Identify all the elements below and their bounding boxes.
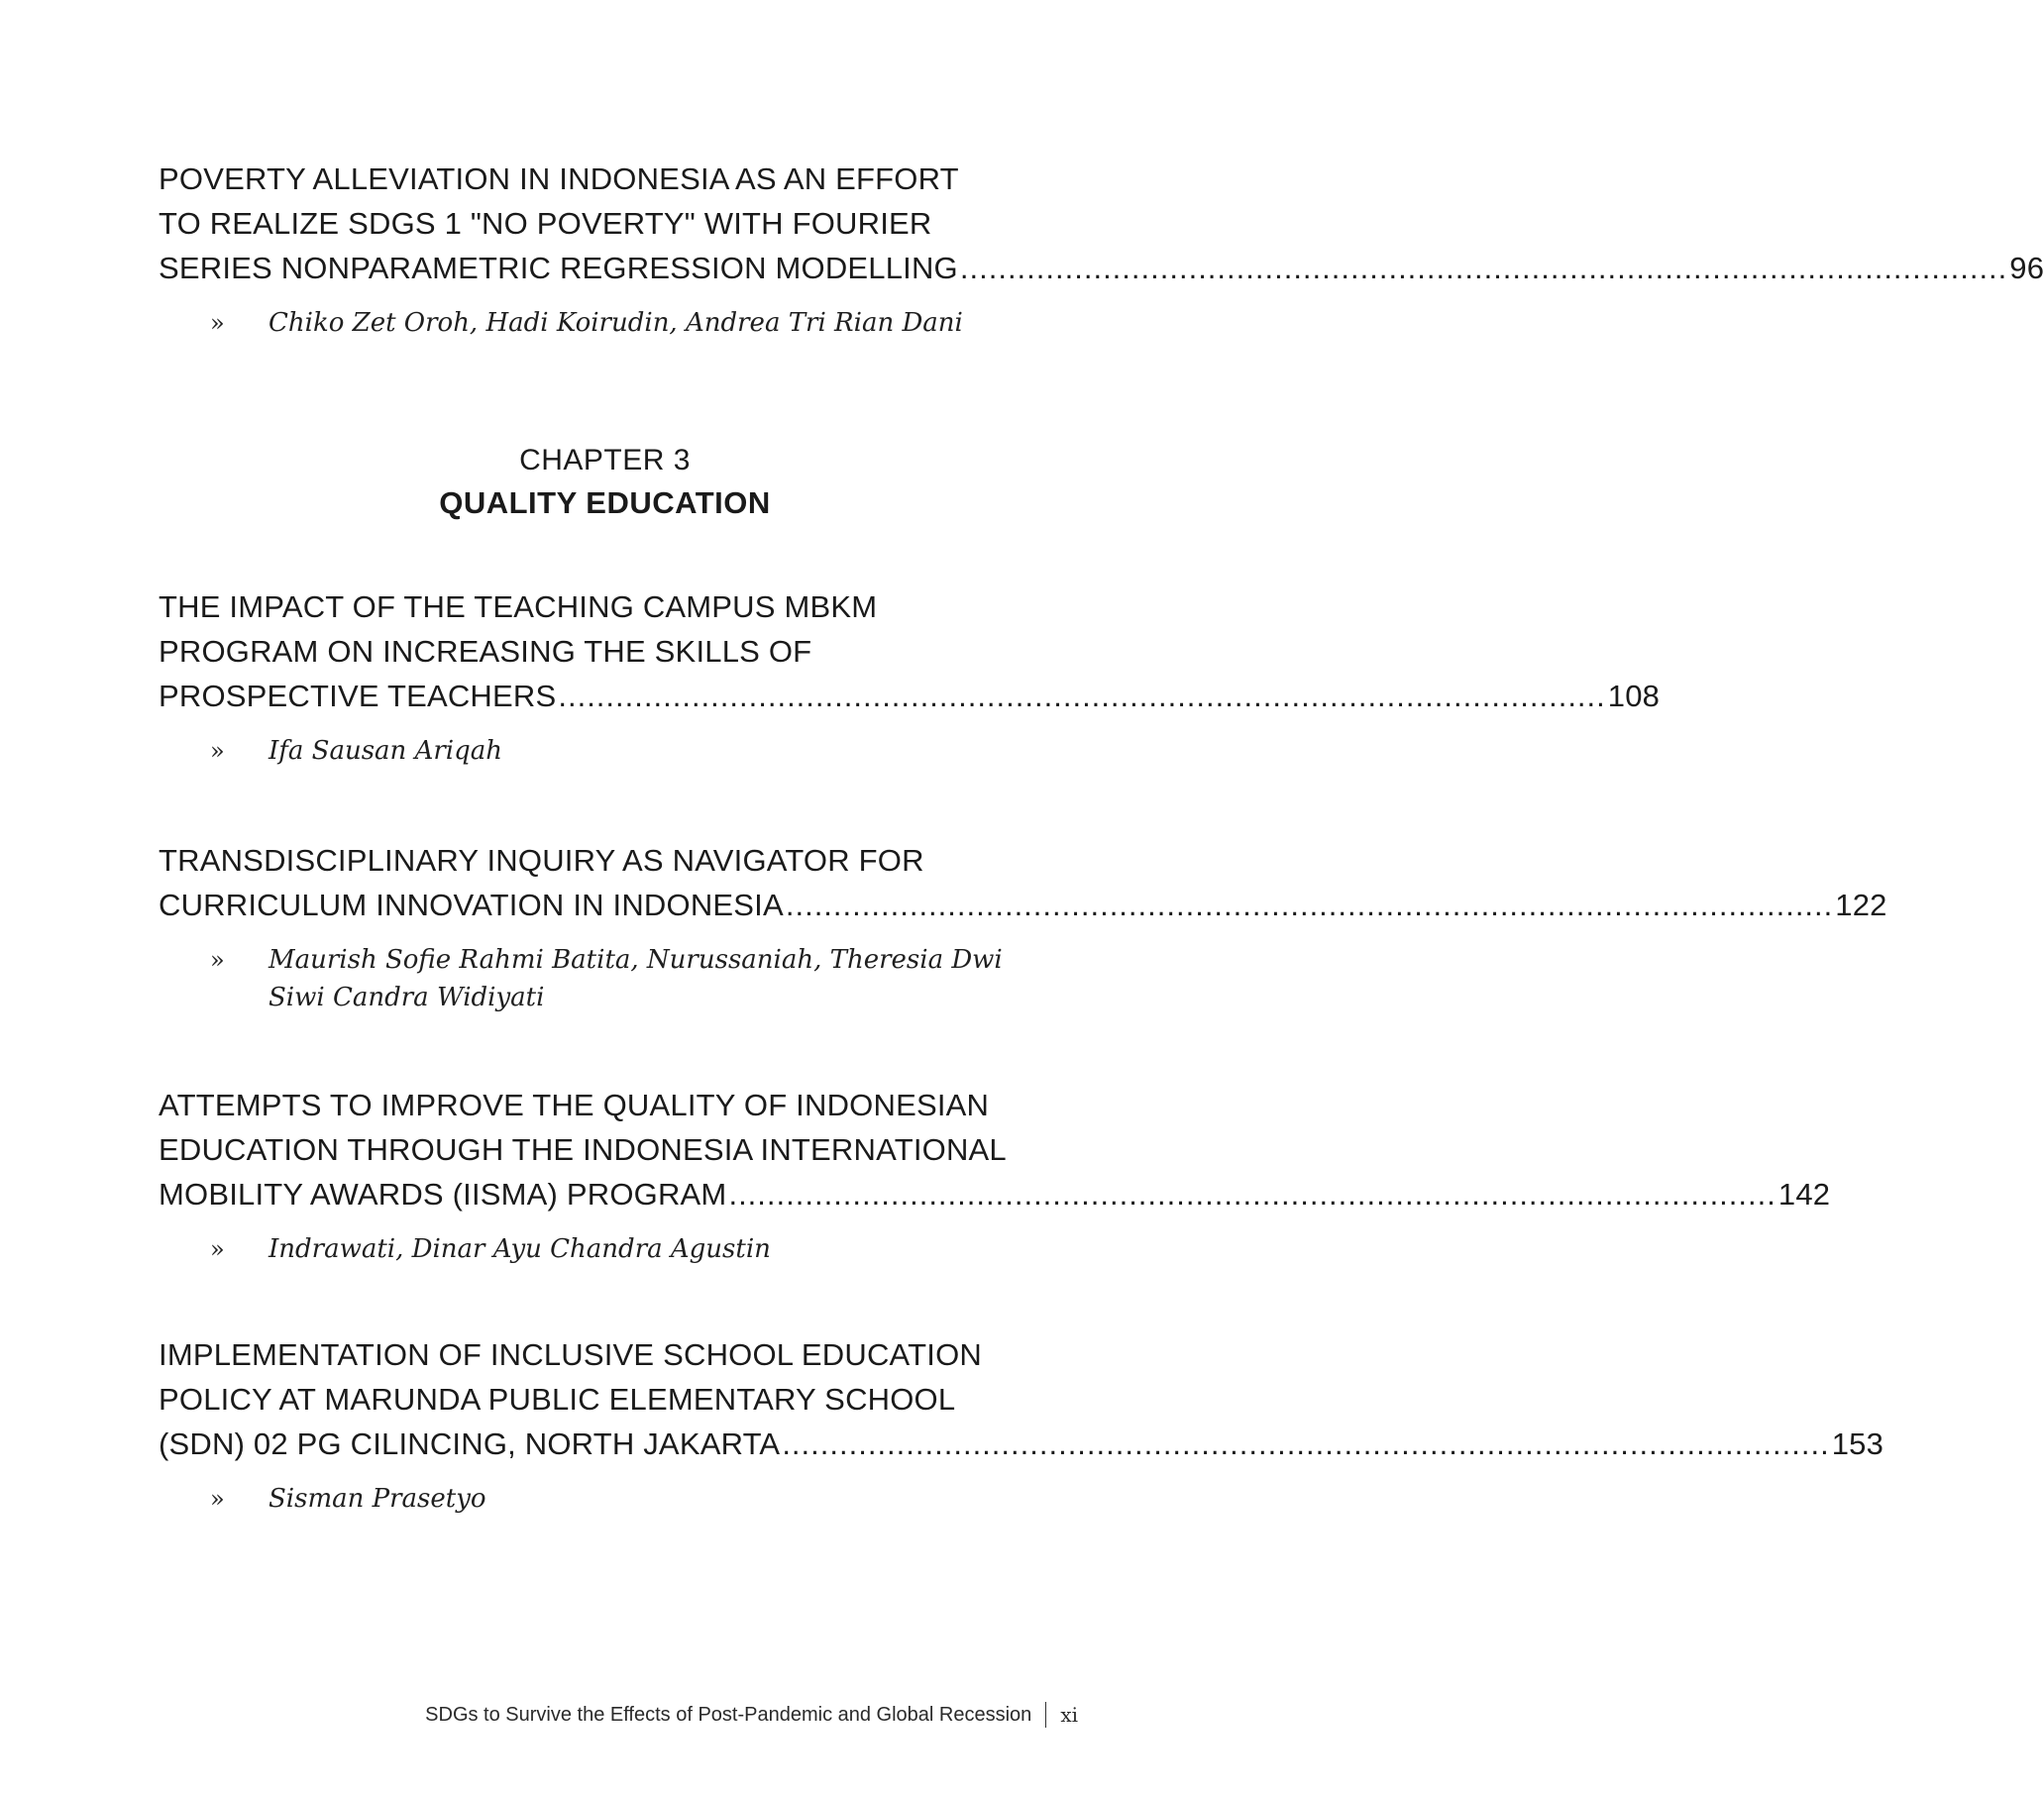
bullet-marker: » bbox=[210, 946, 225, 974]
bullet-marker: » bbox=[210, 1485, 225, 1513]
entry-title-line: PROGRAM ON INCREASING THE SKILLS OF bbox=[159, 634, 812, 669]
chapter-label: CHAPTER 3 bbox=[519, 444, 691, 476]
entry-page-number: 142 bbox=[1777, 1177, 1831, 1212]
author-line: Ifa Sausan Ariqah bbox=[269, 736, 502, 766]
bullet-marker: » bbox=[210, 737, 225, 765]
entry-title-line: PROSPECTIVE TEACHERS bbox=[159, 679, 557, 713]
entry-title-line: POLICY AT MARUNDA PUBLIC ELEMENTARY SCHOOL bbox=[159, 1382, 956, 1417]
entry-authors bbox=[159, 1480, 1062, 1518]
footer-divider bbox=[1045, 1702, 1046, 1728]
chapter-title: QUALITY EDUCATION bbox=[439, 485, 771, 520]
entry-title-line: MOBILITY AWARDS (IISMA) PROGRAM bbox=[159, 1177, 727, 1212]
toc-entry[interactable] bbox=[159, 838, 1887, 1016]
entry-title-line: POVERTY ALLEVIATION IN INDONESIA AS AN EFFORT bbox=[159, 161, 959, 196]
toc-entry[interactable] bbox=[159, 157, 2044, 342]
page-number: xi bbox=[1060, 1703, 1078, 1727]
entry-title-line: ATTEMPTS TO IMPROVE THE QUALITY OF INDONESIAN bbox=[159, 1088, 990, 1122]
entry-title-line: EDUCATION THROUGH THE INDONESIA INTERNATIONAL bbox=[159, 1132, 1007, 1167]
entry-authors bbox=[159, 941, 1062, 1016]
entry-page-number: 108 bbox=[1607, 679, 1661, 713]
toc-entry[interactable] bbox=[159, 584, 1661, 770]
bullet-marker: » bbox=[210, 1235, 225, 1263]
entry-authors bbox=[159, 732, 1062, 770]
entry-title-line: IMPLEMENTATION OF INCLUSIVE SCHOOL EDUCATION bbox=[159, 1337, 982, 1372]
entry-title-line: (SDN) 02 PG CILINCING, NORTH JAKARTA bbox=[159, 1426, 781, 1461]
leader-dots: .............................................................................................................. bbox=[558, 679, 1606, 713]
author-line: Sisman Prasetyo bbox=[269, 1484, 486, 1514]
leader-dots: .............................................................................................................. bbox=[728, 1177, 1776, 1212]
leader-dots: .............................................................................................................. bbox=[785, 888, 1834, 922]
entry-authors bbox=[159, 304, 1062, 342]
toc-entry[interactable] bbox=[159, 1083, 1831, 1268]
entry-title bbox=[159, 838, 1887, 927]
author-line: Maurish Sofie Rahmi Batita, Nurussaniah, Theresia Dwi bbox=[269, 945, 1003, 975]
author-line: Siwi Candra Widiyati bbox=[269, 983, 545, 1012]
running-title: SDGs to Survive the Effects of Post-Pandemic and Global Recession bbox=[425, 1703, 1032, 1726]
leader-dots: .............................................................................................................. bbox=[782, 1426, 1830, 1461]
entry-authors bbox=[159, 1230, 1062, 1268]
entry-title bbox=[159, 1332, 1884, 1466]
entry-page-number: 153 bbox=[1831, 1426, 1884, 1461]
author-line: Indrawati, Dinar Ayu Chandra Agustin bbox=[269, 1234, 771, 1264]
entry-page-number: 96 bbox=[2009, 251, 2044, 285]
entry-title-line: TO REALIZE SDGS 1 "NO POVERTY" WITH FOURIER bbox=[159, 206, 932, 241]
entry-title bbox=[159, 157, 2044, 290]
entry-title bbox=[159, 1083, 1831, 1216]
bullet-marker: » bbox=[210, 309, 225, 337]
entry-title-line: CURRICULUM INNOVATION IN INDONESIA bbox=[159, 888, 784, 922]
entry-title-line: SERIES NONPARAMETRIC REGRESSION MODELLING bbox=[159, 251, 958, 285]
entry-title bbox=[159, 584, 1661, 718]
entry-page-number: 122 bbox=[1835, 888, 1887, 922]
entry-title-line: TRANSDISCIPLINARY INQUIRY AS NAVIGATOR FOR bbox=[159, 843, 924, 878]
toc-entry[interactable] bbox=[159, 1332, 1884, 1518]
leader-dots: .............................................................................................................. bbox=[959, 251, 2008, 285]
entry-title-line: THE IMPACT OF THE TEACHING CAMPUS MBKM bbox=[159, 589, 878, 624]
author-line: Chiko Zet Oroh, Hadi Koirudin, Andrea Tri Rian Dani bbox=[269, 308, 963, 338]
page-footer bbox=[425, 1702, 1078, 1728]
